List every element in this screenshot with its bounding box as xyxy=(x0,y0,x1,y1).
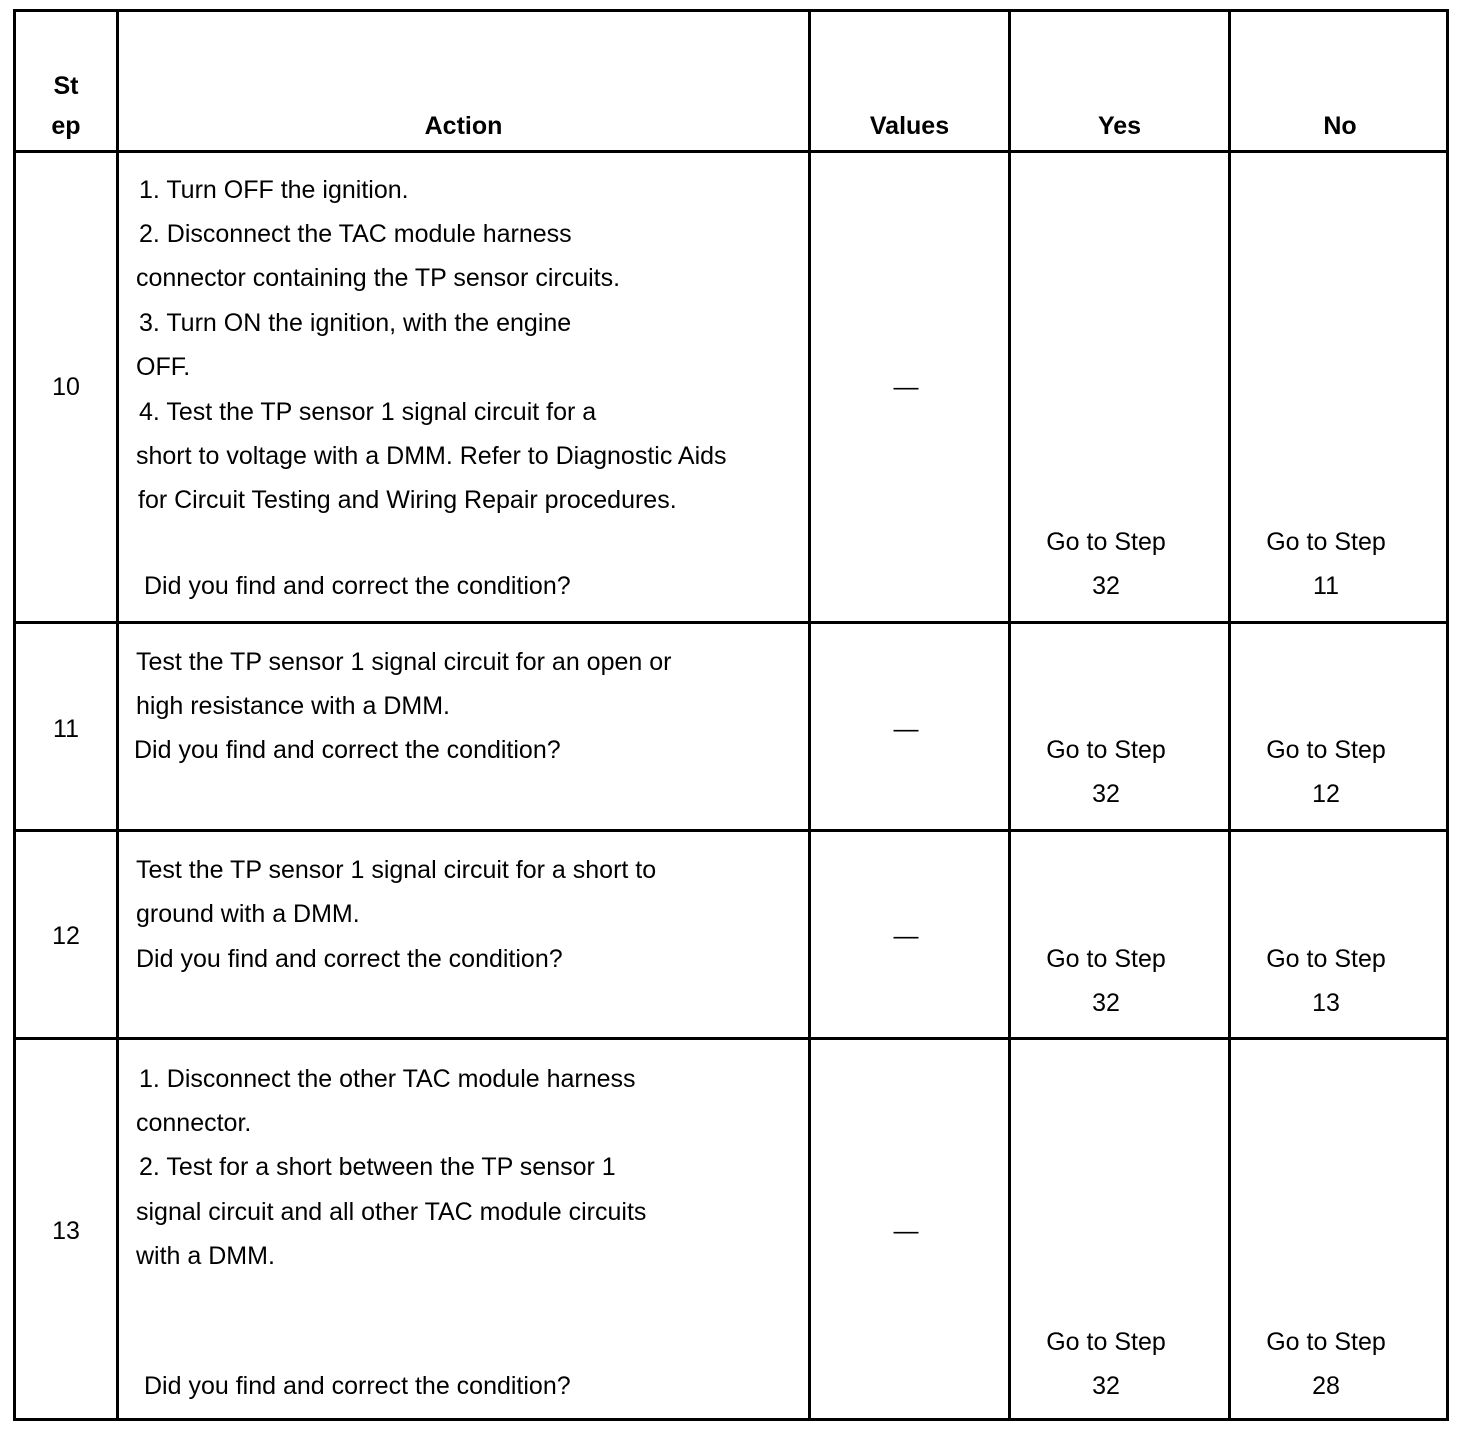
step-number: 11 xyxy=(53,715,79,743)
action-line: 1. Turn OFF the ignition. xyxy=(139,176,409,204)
action-line: connector containing the TP sensor circuits. xyxy=(136,264,621,292)
header-step-line2: ep xyxy=(51,112,81,140)
action-line: ground with a DMM. xyxy=(136,900,360,928)
no-goto-step: 13 xyxy=(1312,989,1340,1017)
step-number: 10 xyxy=(52,373,80,401)
action-line: with a DMM. xyxy=(136,1242,275,1270)
action-line: 2. Test for a short between the TP sensor 1 xyxy=(139,1153,616,1181)
yes-goto-step: 32 xyxy=(1092,989,1120,1017)
action-line: Test the TP sensor 1 signal circuit for an open or xyxy=(136,648,672,676)
no-goto-label: Go to Step xyxy=(1266,945,1386,973)
no-goto-label: Go to Step xyxy=(1266,736,1386,764)
header-values: Values xyxy=(869,112,950,140)
yes-goto-step: 32 xyxy=(1092,572,1120,600)
no-goto-label: Go to Step xyxy=(1266,528,1386,556)
action-line: 1. Disconnect the other TAC module harness xyxy=(139,1065,636,1093)
row-divider xyxy=(16,621,1446,624)
row-divider xyxy=(16,829,1446,832)
header-action: Action xyxy=(424,112,503,140)
yes-goto-label: Go to Step xyxy=(1046,945,1166,973)
values-cell: — xyxy=(893,922,919,950)
values-cell: — xyxy=(893,715,919,743)
no-goto-step: 11 xyxy=(1313,572,1339,600)
action-question: Did you find and correct the condition? xyxy=(144,1372,571,1400)
header-no: No xyxy=(1323,112,1357,140)
column-divider xyxy=(1228,12,1231,1418)
action-line: 2. Disconnect the TAC module harness xyxy=(139,220,572,248)
header-step xyxy=(16,66,116,146)
values-cell: — xyxy=(893,373,919,401)
header-yes: Yes xyxy=(1097,112,1142,140)
column-divider xyxy=(116,12,119,1418)
step-number: 13 xyxy=(52,1217,80,1245)
action-line: for Circuit Testing and Wiring Repair procedures. xyxy=(138,486,677,514)
yes-goto-step: 32 xyxy=(1092,780,1120,808)
action-question: Did you find and correct the condition? xyxy=(144,572,571,600)
action-question: Did you find and correct the condition? xyxy=(134,736,561,764)
action-question: Did you find and correct the condition? xyxy=(136,945,563,973)
action-line: high resistance with a DMM. xyxy=(136,692,451,720)
yes-goto-label: Go to Step xyxy=(1046,528,1166,556)
step-number: 12 xyxy=(52,922,80,950)
action-line: 3. Turn ON the ignition, with the engine xyxy=(139,309,572,337)
yes-goto-label: Go to Step xyxy=(1046,1328,1166,1356)
header-step-line1: St xyxy=(53,72,79,100)
action-line: Test the TP sensor 1 signal circuit for a short to xyxy=(136,856,657,884)
yes-goto-step: 32 xyxy=(1092,1372,1120,1400)
action-line: short to voltage with a DMM. Refer to Diagnostic Aids xyxy=(136,442,727,470)
row-divider xyxy=(16,1037,1446,1040)
no-goto-step: 12 xyxy=(1312,780,1340,808)
action-line: connector. xyxy=(136,1109,252,1137)
row-divider xyxy=(16,150,1446,153)
diagnostic-table xyxy=(13,9,1449,1421)
action-line: 4. Test the TP sensor 1 signal circuit for a xyxy=(139,398,597,426)
action-line: OFF. xyxy=(136,353,191,381)
yes-goto-label: Go to Step xyxy=(1046,736,1166,764)
no-goto-label: Go to Step xyxy=(1266,1328,1386,1356)
action-line: signal circuit and all other TAC module circuits xyxy=(136,1198,647,1226)
no-goto-step: 28 xyxy=(1312,1372,1340,1400)
values-cell: — xyxy=(893,1217,919,1245)
column-divider xyxy=(1008,12,1011,1418)
